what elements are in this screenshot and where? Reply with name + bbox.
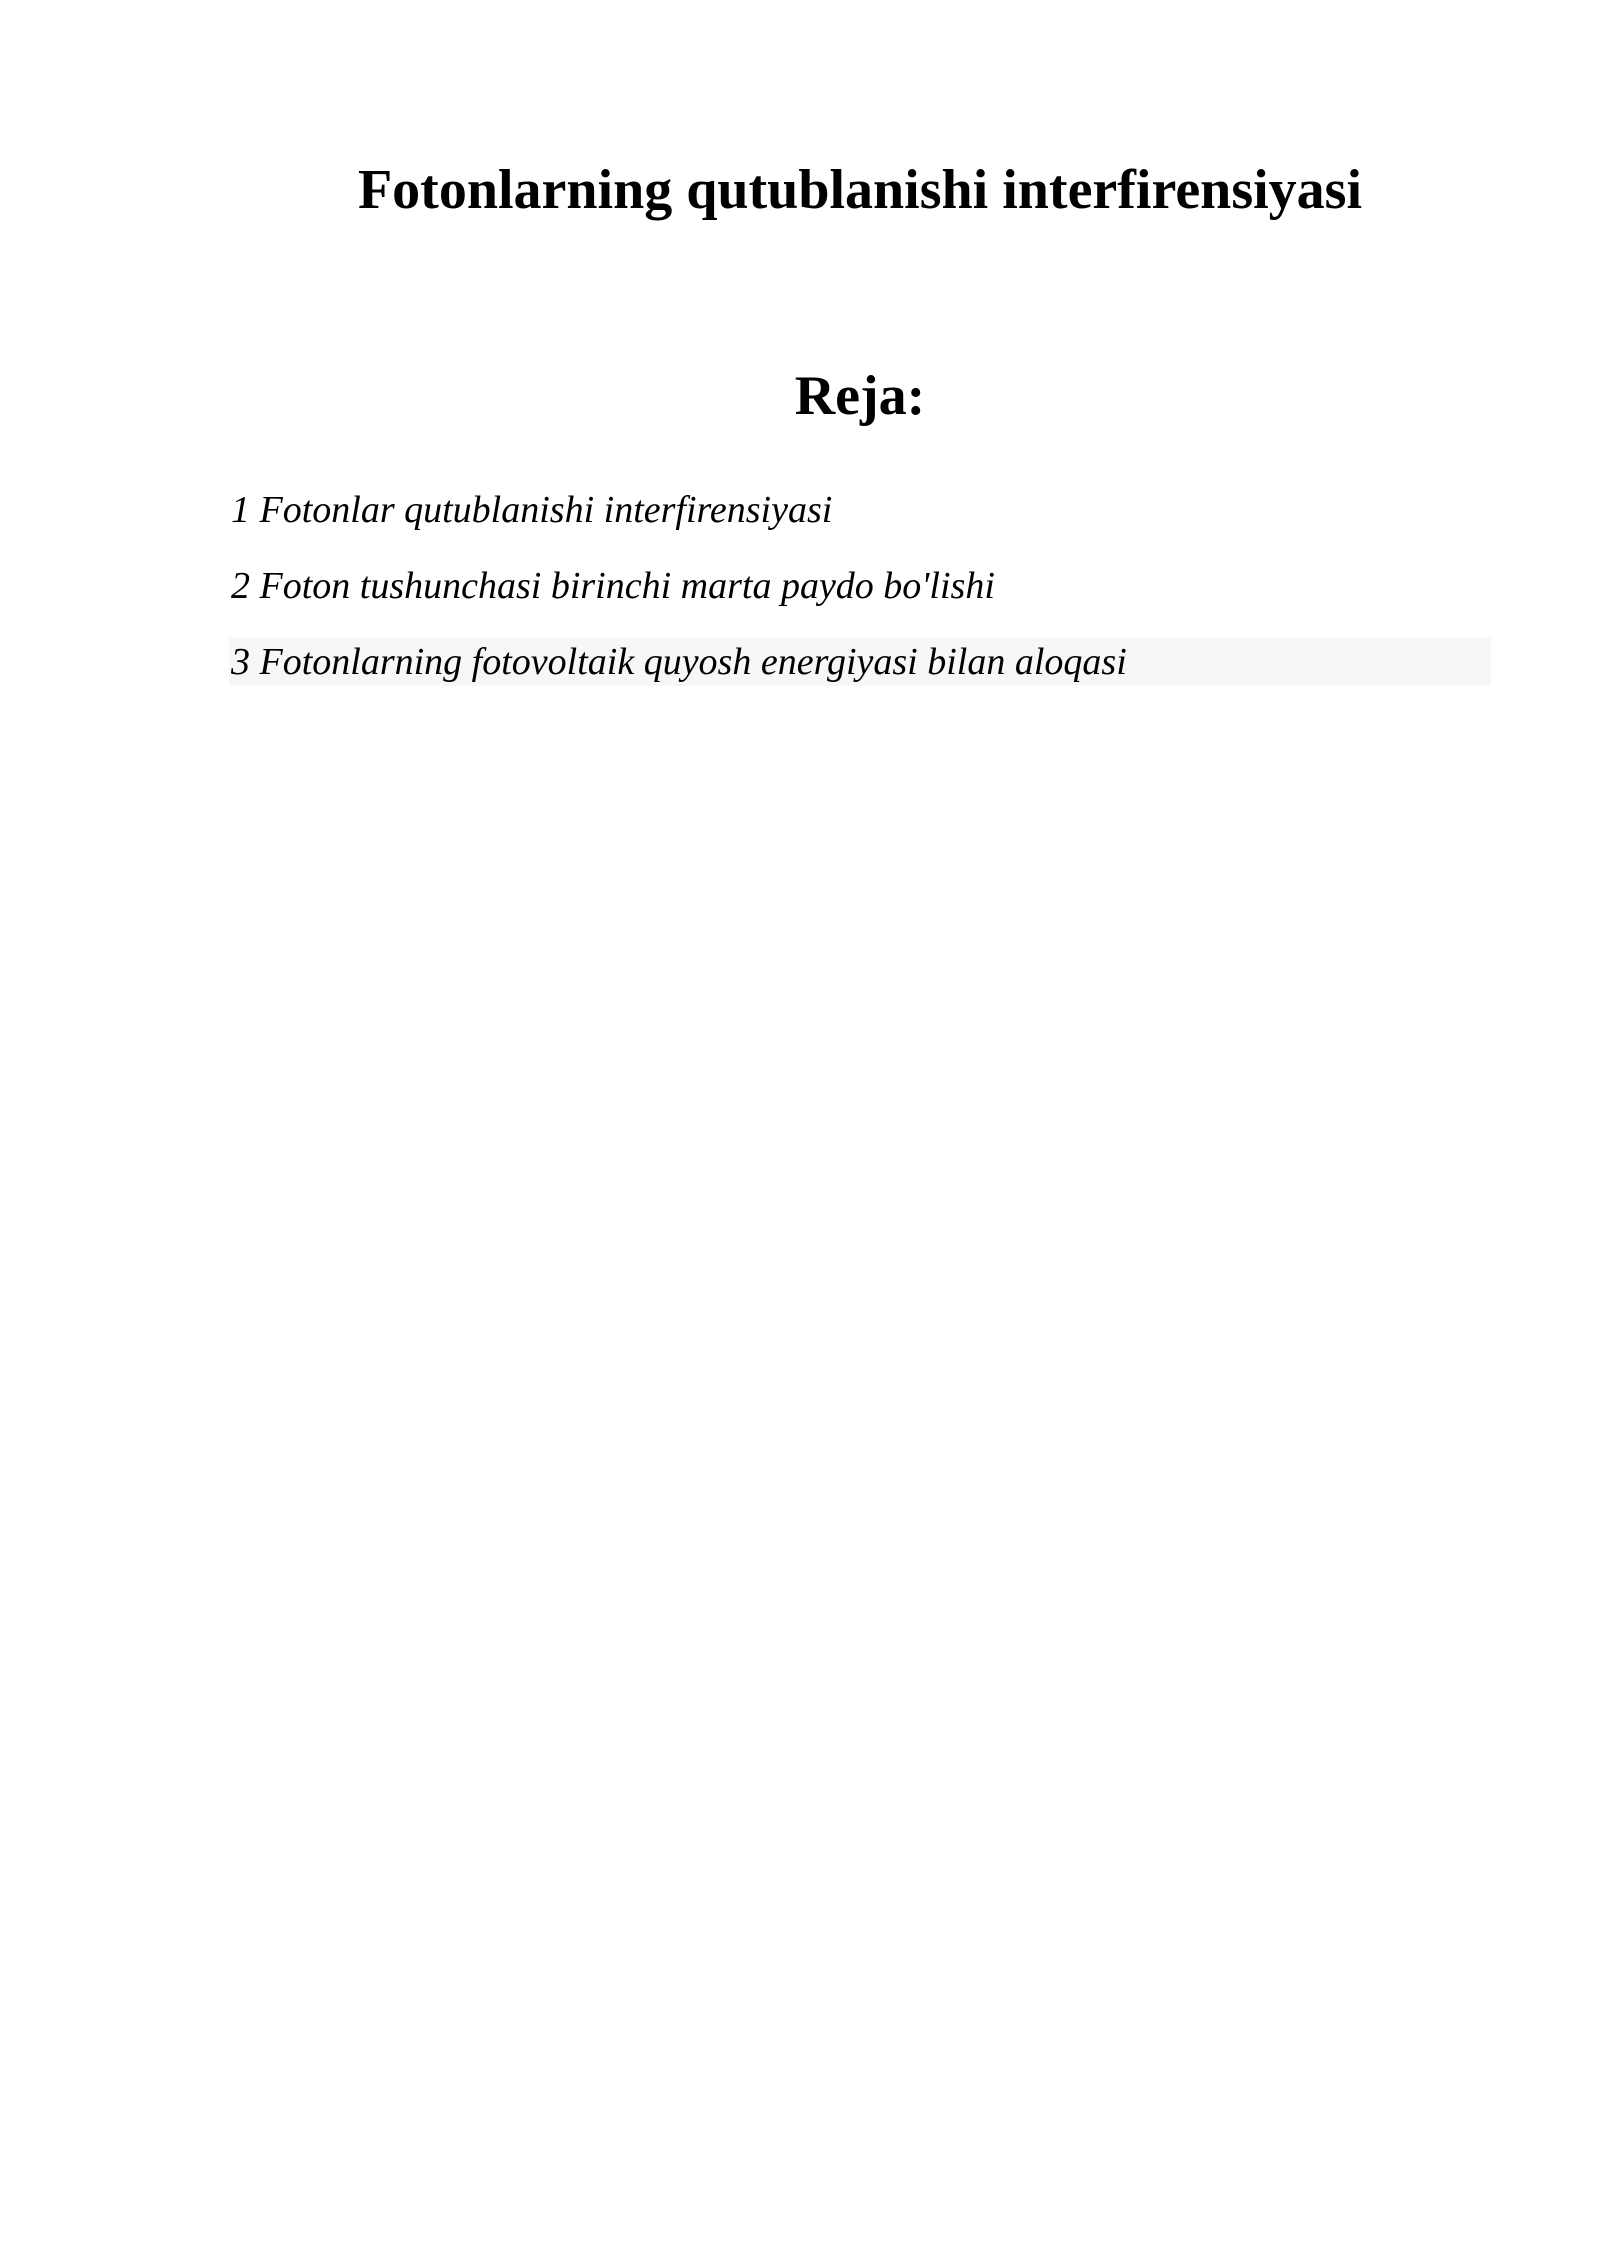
plan-item: 2 Foton tushunchasi birinchi marta paydo bo'lishi	[231, 565, 995, 607]
plan-item: 1 Fotonlar qutublanishi interfirensiyasi	[231, 489, 833, 531]
plan-heading: Reja:	[794, 365, 926, 427]
plan-list	[229, 486, 1491, 714]
plan-item: 3 Fotonlarning fotovoltaik quyosh energiyasi bilan aloqasi	[229, 638, 1491, 686]
document-title: Fotonlarning qutublanishi interfirensiyasi	[357, 159, 1363, 221]
